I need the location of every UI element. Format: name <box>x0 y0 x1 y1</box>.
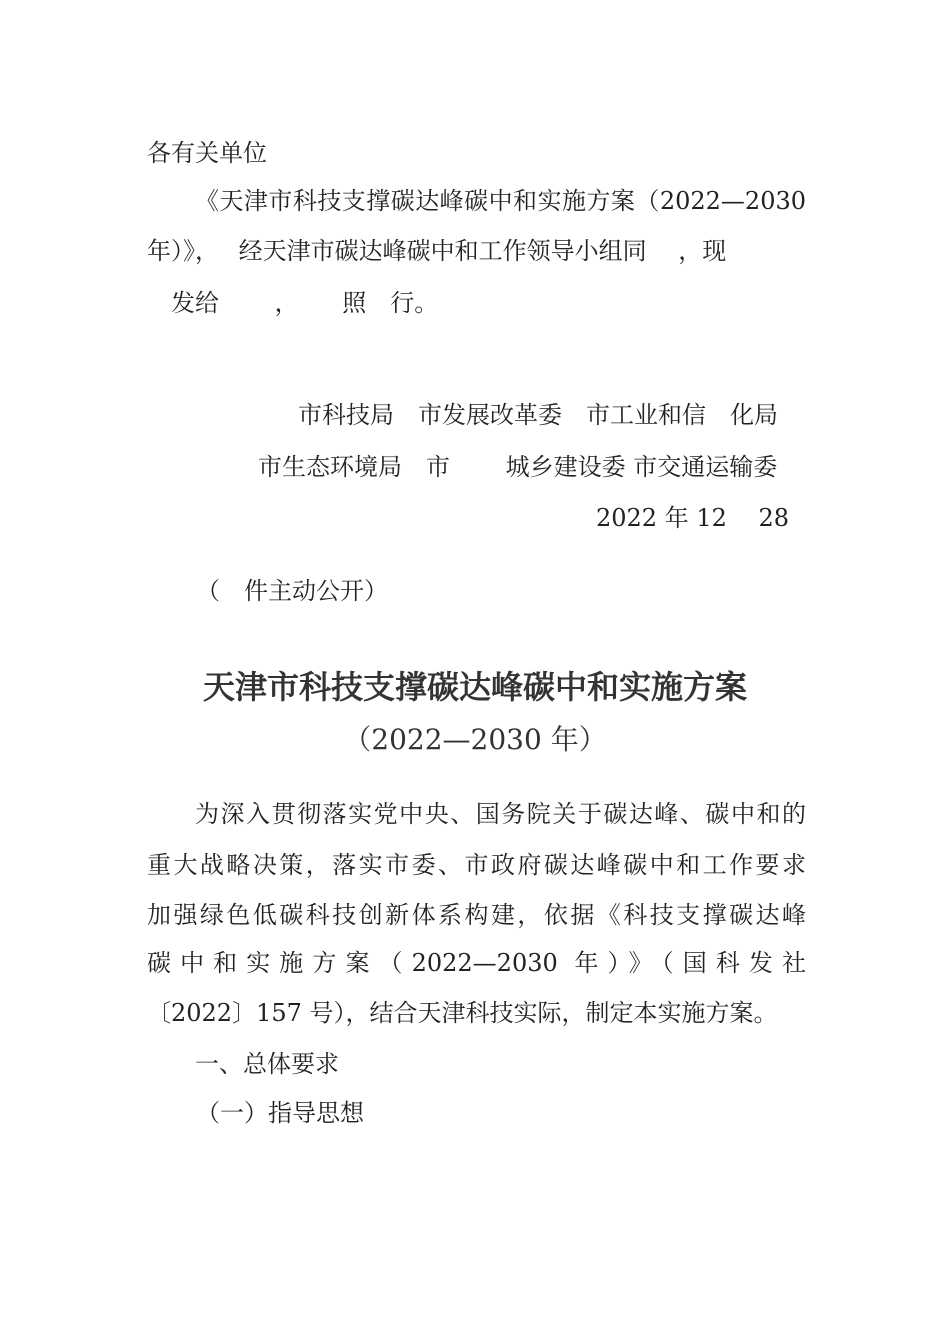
intro-line-4: 碳中和实施方案（2022—2030 年）》（国科发社 <box>147 949 806 977</box>
disclosure-note: （ 件主动公开） <box>196 577 388 605</box>
notice-body-line-3: 发给 ， 照 行。 <box>147 289 439 317</box>
intro-line-5: 〔2022〕157 号），结合天津科技实际，制定本实施方案。 <box>147 999 778 1027</box>
notice-addressee: 各有关单位 <box>147 139 267 167</box>
notice-date: 2022 年 12 28 <box>596 504 790 532</box>
notice-body-line-1: 《天津市科技支撑碳达峰碳中和实施方案（2022—2030 <box>195 187 806 215</box>
intro-line-3: 加强绿色低碳科技创新体系构建，依据《科技支撑碳达峰 <box>147 901 806 929</box>
intro-line-1: 为深入贯彻落实党中央、国务院关于碳达峰、碳中和的 <box>195 800 806 828</box>
signers-line-1: 市科技局 市发展改革委 市工业和信 化局 <box>298 401 778 429</box>
subsection-heading: （一）指导思想 <box>196 1099 364 1127</box>
section-heading: 一、总体要求 <box>195 1050 339 1078</box>
intro-line-2: 重大战略决策，落实市委、市政府碳达峰碳中和工作要求 <box>147 851 806 879</box>
document-title: 天津市科技支撑碳达峰碳中和实施方案 <box>202 668 747 706</box>
signers-line-2: 市生态环境局 市 城乡建设委 市交通运输委 <box>258 453 778 481</box>
document-subtitle: （2022—2030 年） <box>343 723 607 756</box>
notice-body-line-2: 年）》， 经天津市碳达峰碳中和工作领导小组同 ，现 <box>147 237 727 265</box>
